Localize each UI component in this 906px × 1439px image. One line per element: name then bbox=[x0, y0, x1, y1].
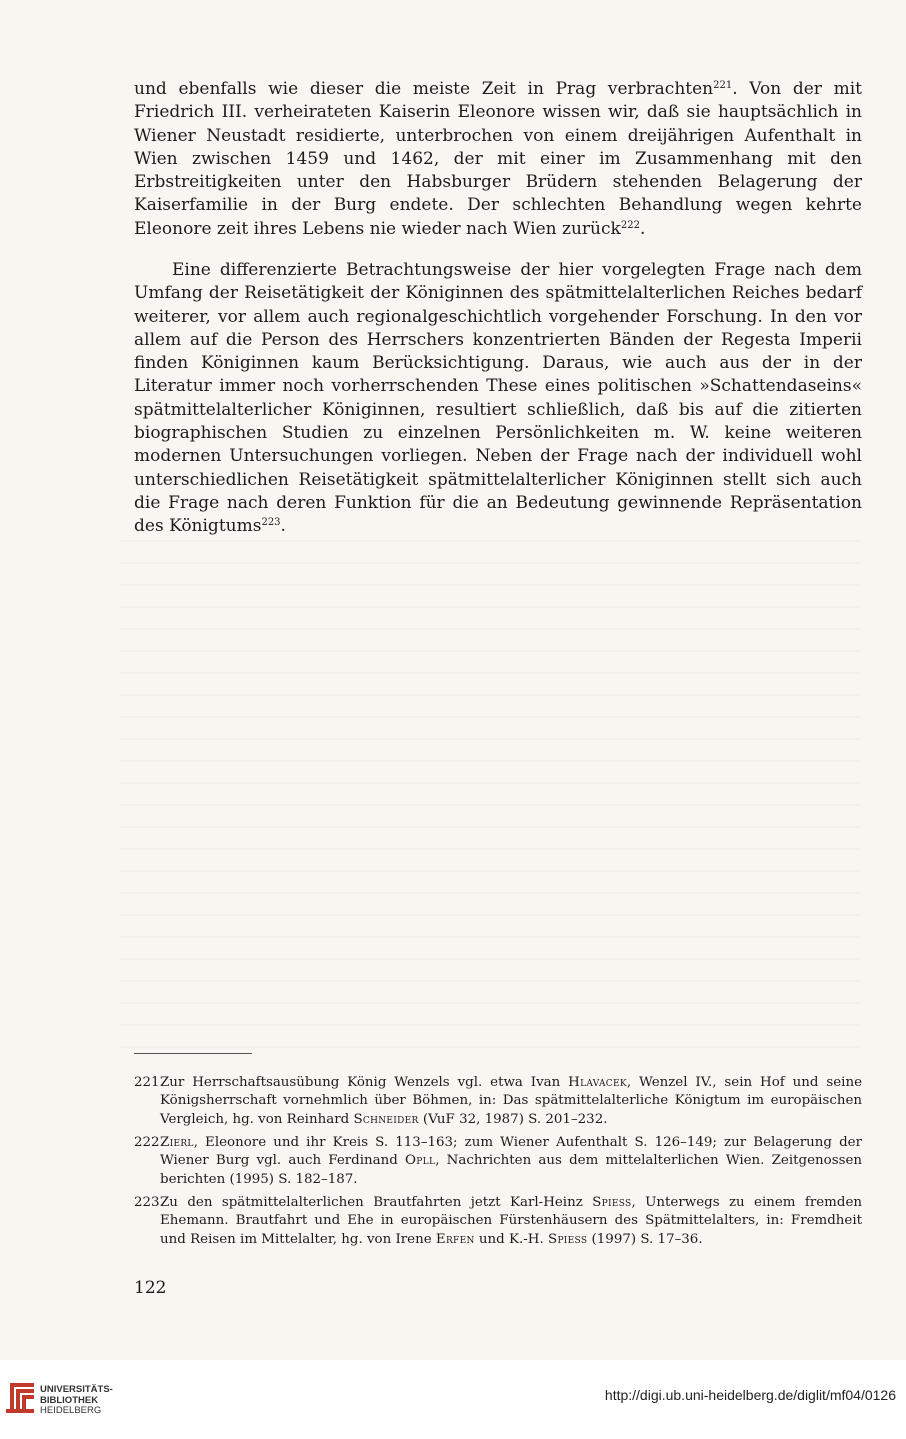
permalink-url[interactable]: http://digi.ub.uni-heidelberg.de/diglit/mf04/0126 bbox=[604, 1387, 896, 1403]
fn-text: (VuF 32, 1987) S. 201–232. bbox=[418, 1111, 608, 1127]
footnote-ref-221[interactable]: 221 bbox=[713, 80, 733, 91]
footnote-separator bbox=[134, 1053, 252, 1054]
footnote-223 bbox=[134, 1194, 862, 1249]
para1-text-b: . Von der mit Friedrich III. verheirateten Kaiserin Eleonore wissen wir, daß sie hauptsächlich in Wiener Neustadt residierte, unterbrochen von einem dreijährigen Aufenthalt in Wien zwischen 1459 und 1462, der mit einer im Zusammenhang mit den Erbstreitigkeiten unter den Habsburger Brüdern stehenden Belagerung der Kaiserfamilie in der Burg endete. Der schlechten Behandlung wegen kehrte Eleonore zeit ihres Lebens nie wieder nach Wien zurück bbox=[134, 79, 862, 239]
library-name-line-1: UNIVERSITÄTS- bbox=[40, 1384, 113, 1395]
para2-text-b: . bbox=[280, 516, 286, 537]
fn-text: Zur Herrschaftsausübung König Wenzels vgl. etwa Ivan bbox=[160, 1075, 569, 1090]
footnote-number: 221 bbox=[134, 1075, 160, 1090]
fn-text: , Nachrichten aus dem mittelalterlichen Wien. Zeitgenossen berichten (1995) S. 182–187. bbox=[160, 1153, 862, 1187]
paragraph-2 bbox=[134, 259, 862, 539]
library-name-line-3: HEIDELBERG bbox=[40, 1405, 102, 1416]
fn-text: , Wenzel IV., sein Hof und seine Königsherrschaft vornehmlich über Böhmen, in: Das spätmittelalterliche Königtum im europäischen Vergleich, hg. von Reinhard bbox=[160, 1075, 862, 1127]
author-name: Schneider bbox=[353, 1111, 419, 1127]
fn-text: Zu den spätmittelalterlichen Brautfahrten jetzt Karl-Heinz bbox=[160, 1195, 593, 1210]
fn-text: und K.-H. bbox=[474, 1231, 548, 1247]
library-name[interactable] bbox=[40, 1385, 113, 1417]
footnote-number: 222 bbox=[134, 1135, 160, 1150]
show-through-texture bbox=[120, 540, 860, 1050]
fn-text: , Eleonore und ihr Kreis S. 113–163; zum Wiener Aufenthalt S. 126–149; zur Belagerung der Wiener Burg vgl. auch Ferdinand bbox=[160, 1135, 862, 1169]
paragraph-1 bbox=[134, 78, 862, 241]
para1-text-c: . bbox=[639, 218, 646, 239]
footnote-number: 223 bbox=[134, 1195, 160, 1210]
fn-text: , Unterwegs zu einem fremden Ehemann. Brautfahrt und Ehe in europäischen Fürstenhäusern des Spätmittelalters, in: Fremdheit und Reisen im Mittelalter, hg. von Irene bbox=[160, 1195, 862, 1247]
library-name-line-2: BIBLIOTHEK bbox=[40, 1394, 99, 1406]
author-name: Opll bbox=[405, 1153, 436, 1169]
viewer-footer bbox=[0, 1360, 906, 1439]
author-name: Spiess bbox=[592, 1195, 632, 1210]
footnote-ref-223[interactable]: 223 bbox=[261, 517, 281, 529]
footnote-221 bbox=[134, 1074, 862, 1129]
author-name: Erfen bbox=[435, 1231, 475, 1247]
author-name: Spiess bbox=[547, 1231, 588, 1247]
library-logo-icon[interactable] bbox=[4, 1381, 38, 1415]
page-number: 122 bbox=[134, 1278, 167, 1298]
footnote-ref-222[interactable]: 222 bbox=[620, 219, 640, 231]
para2-text-a: Eine differenzierte Betrachtungsweise der hier vorgelegten Frage nach dem Umfang der Reisetätigkeit der Königinnen des spätmittelalterlichen Reiches bedarf weiterer, vor allem auch regionalgeschichtlich vorgehender Forschung. In den vor allem auf die Person des Herrschers konzentrierten Bänden der Regesta Imperii finden Königinnen kaum Berücksichtigung. Daraus, wie auch aus der in der Literatur immer noch vorherrschenden These eines politischen »Schattendaseins« spätmittelalterlicher Königinnen, resultiert schließlich, daß bis auf die zitierten biographischen Studien zu einzelnen Persönlichkeiten m. W. keine weiteren modernen Untersuchungen vorliegen. Neben der Frage nach der individuell wohl unterschiedlichen Reisetätigkeit spätmittelalterlicher Königinnen stellt sich auch die Frage nach deren Funktion für die an Bedeutung gewinnende Repräsentation des Königtums bbox=[134, 260, 862, 537]
fn-text: (1997) S. 17–36. bbox=[587, 1231, 703, 1247]
author-name: Hlavacek bbox=[568, 1075, 627, 1090]
author-name: Zierl bbox=[160, 1135, 194, 1150]
footnote-222 bbox=[134, 1134, 862, 1189]
para1-text-a: und ebenfalls wie dieser die meiste Zeit in Prag verbrachten bbox=[134, 79, 714, 99]
